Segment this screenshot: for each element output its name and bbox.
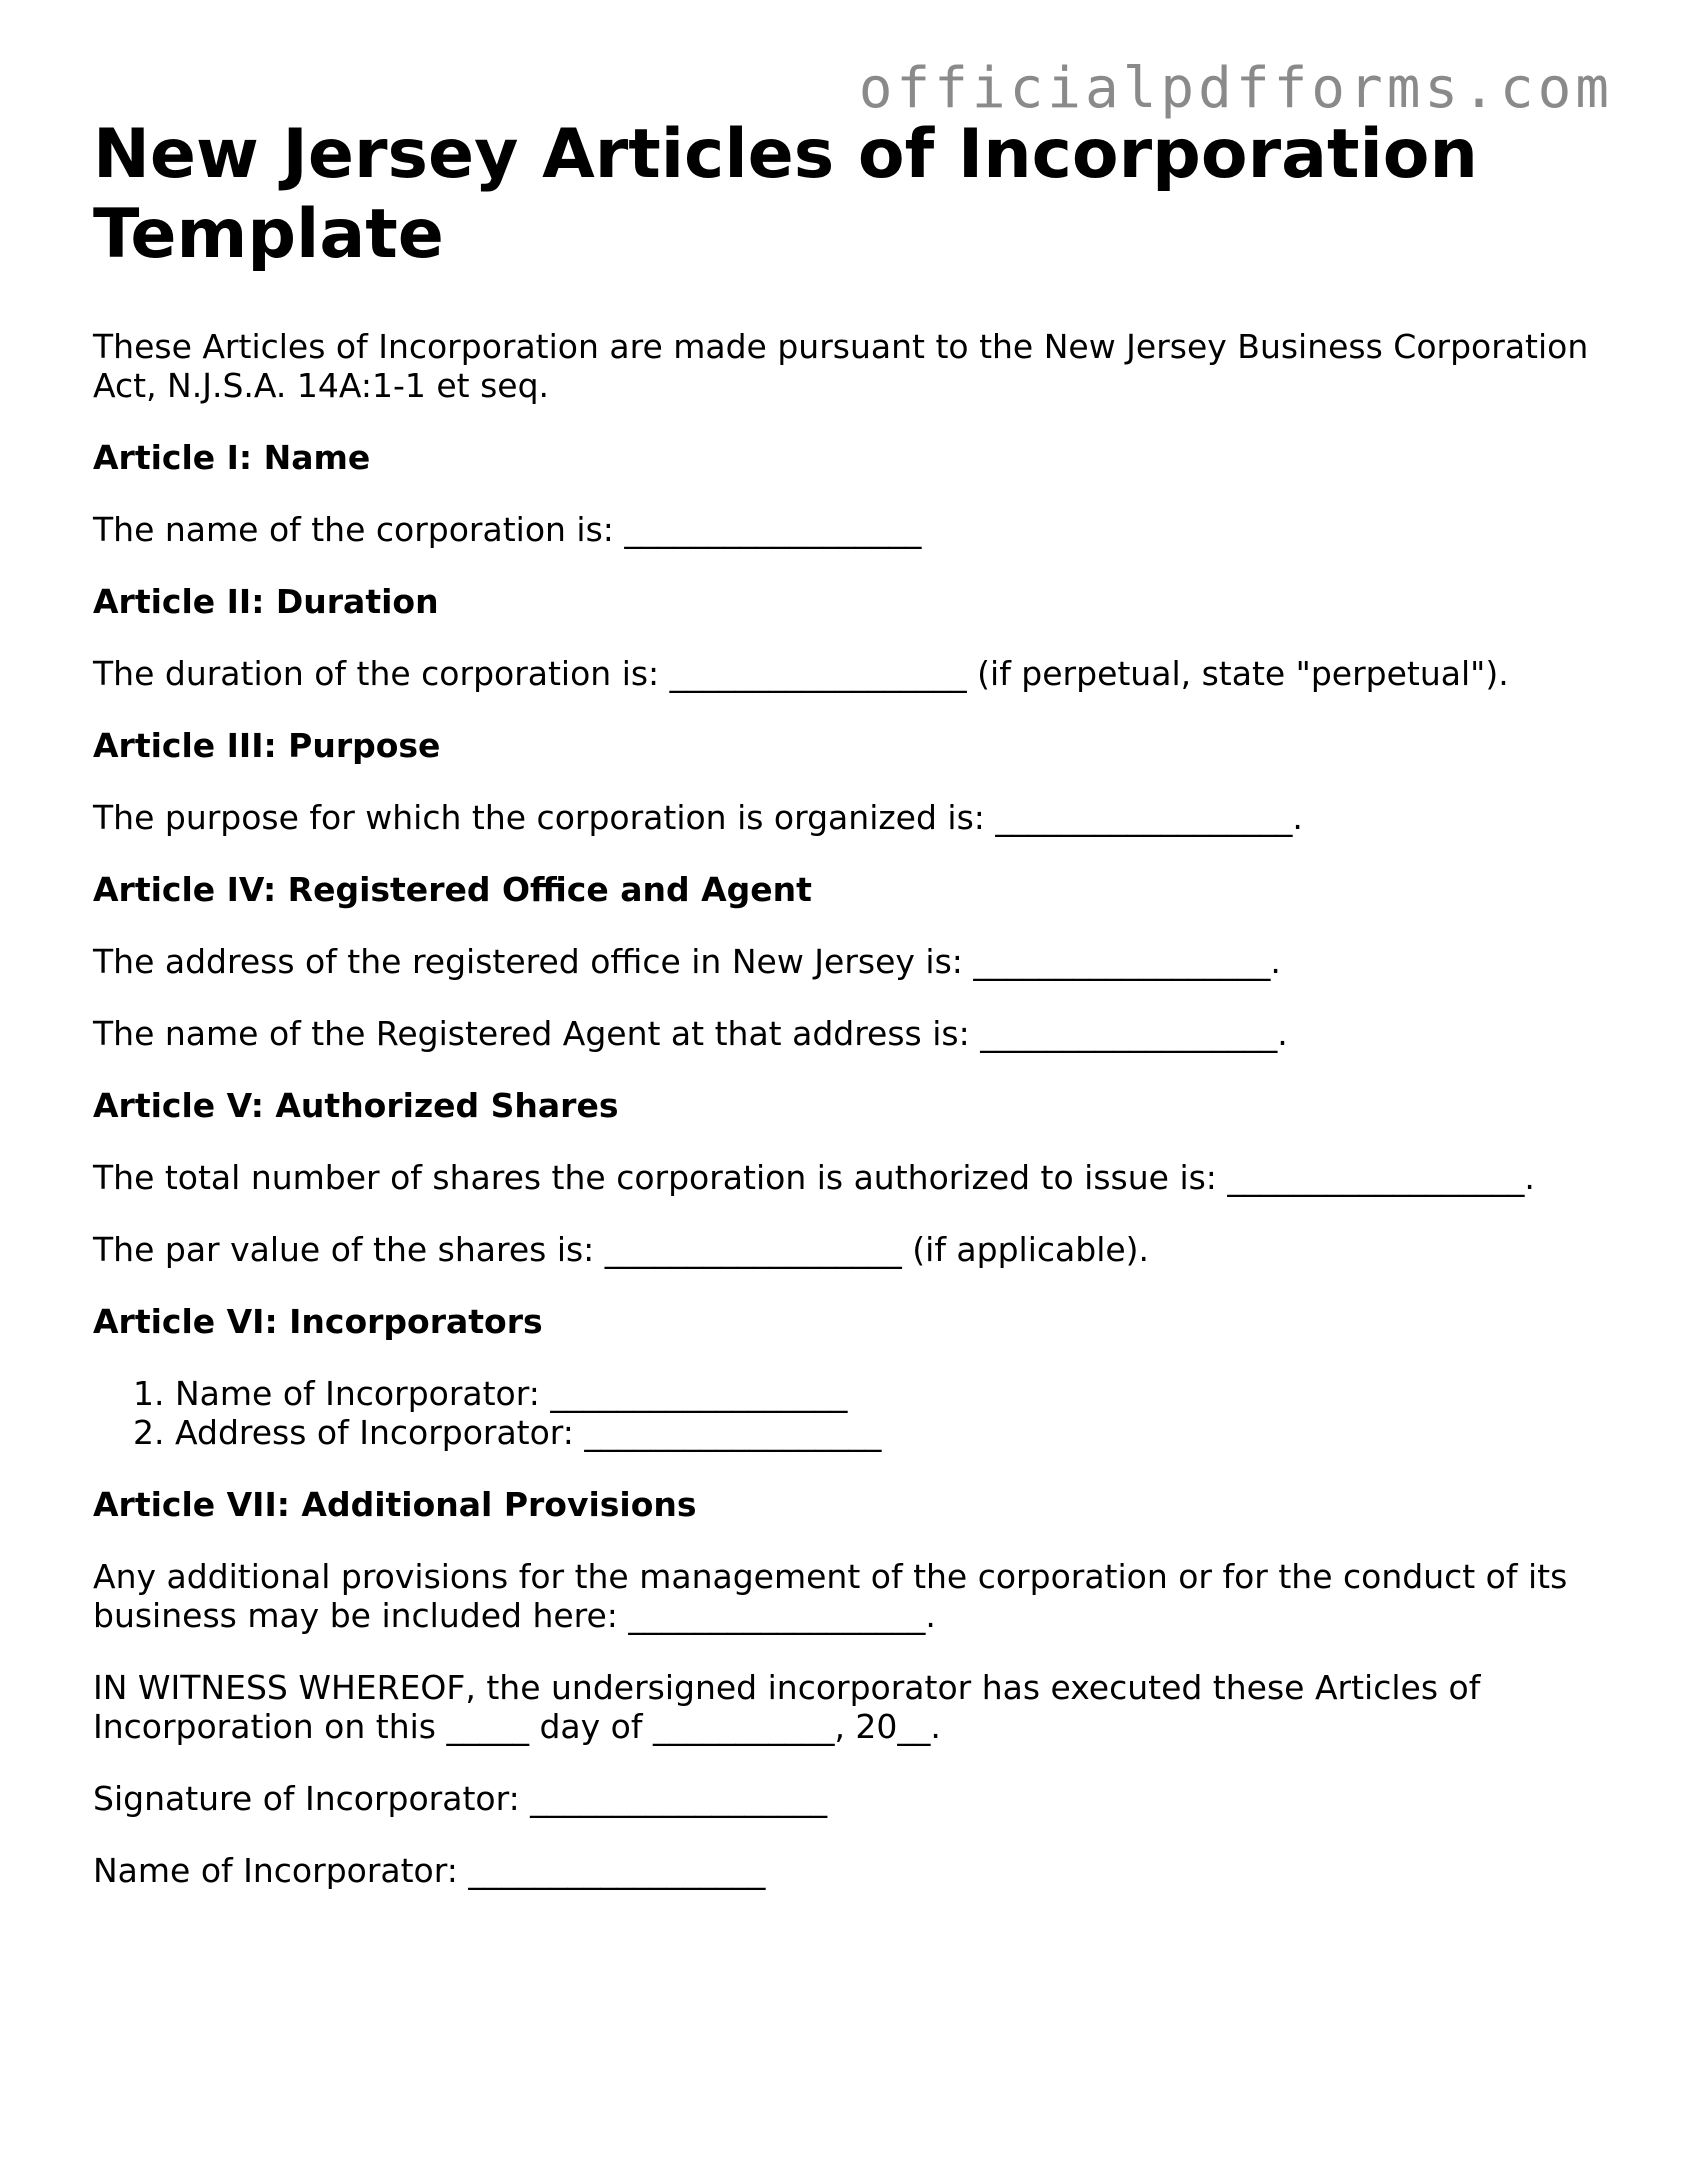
article-5-shares-text: The total number of shares the corporation is authorized to issue is: __________________. (93, 1158, 1535, 1197)
article-3-text: The purpose for which the corporation is organized is: __________________. (93, 798, 1303, 837)
witness-paragraph: IN WITNESS WHEREOF, the undersigned incorporator has executed these Articles of Incorporation on this _____ day of ___________, 20__. (93, 1668, 1481, 1746)
article-4-agent-text: The name of the Registered Agent at that address is: __________________. (93, 1014, 1288, 1053)
list-item: 2. Address of Incorporator: __________________ (175, 1413, 1593, 1452)
article-4-office-text: The address of the registered office in New Jersey is: __________________. (93, 942, 1281, 981)
article-1-text: The name of the corporation is: __________________ (93, 510, 922, 549)
signature-line: Signature of Incorporator: __________________ (93, 1779, 828, 1818)
article-2-text: The duration of the corporation is: __________________ (if perpetual, state "perpetual"). (93, 654, 1509, 693)
watermark: officialpdfforms.com (858, 56, 1613, 121)
article-3-heading: Article III: Purpose (93, 726, 441, 765)
intro-paragraph: These Articles of Incorporation are made pursuant to the New Jersey Business Corporation Act, N.J.S.A. 14A:1-1 et seq. (93, 327, 1589, 405)
name-line: Name of Incorporator: __________________ (93, 1851, 766, 1890)
list-item: 1. Name of Incorporator: __________________ (175, 1374, 1593, 1413)
article-1-heading: Article I: Name (93, 438, 371, 477)
incorporators-list (93, 1374, 1593, 1452)
page-title: New Jersey Articles of Incorporation Template (93, 115, 1478, 274)
article-2-heading: Article II: Duration (93, 582, 439, 621)
article-4-heading: Article IV: Registered Office and Agent (93, 870, 812, 909)
article-5-par-value-text: The par value of the shares is: __________________ (if applicable). (93, 1230, 1150, 1269)
article-7-heading: Article VII: Additional Provisions (93, 1485, 697, 1524)
article-5-heading: Article V: Authorized Shares (93, 1086, 619, 1125)
document-body (93, 115, 1593, 1890)
article-6-heading: Article VI: Incorporators (93, 1302, 543, 1341)
article-7-text: Any additional provisions for the management of the corporation or for the conduct of its business may be included here: __________________. (93, 1557, 1568, 1635)
